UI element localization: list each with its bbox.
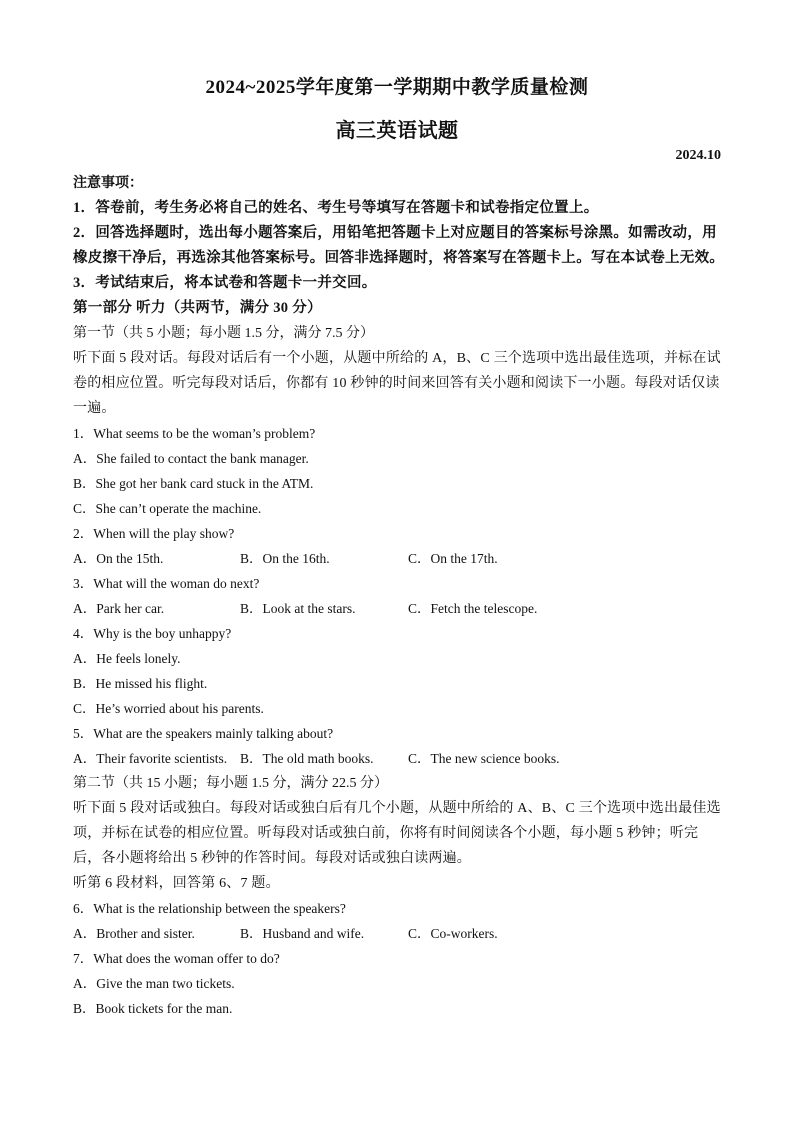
exam-date: 2024.10 — [675, 148, 721, 163]
notice-item-2: 2．回答选择题时，选出每小题答案后，用铅笔把答题卡上对应题目的答案标号涂黑。如需改动，用橡皮擦干净后，再选涂其他答案标号。回答非选择题时，将答案写在答题卡上。写在本试卷上无效。 — [73, 225, 725, 266]
exam-title: 2024~2025学年度第一学期期中教学质量检测 — [205, 77, 589, 98]
question-7: 7．What does the woman offer to do? — [73, 951, 280, 966]
question-3-option-a: A．Park her car. — [73, 601, 165, 616]
question-6-option-c: C．Co-workers. — [408, 926, 498, 941]
question-5-option-c: C．The new science books. — [408, 751, 560, 766]
question-5-option-b: B．The old math books. — [240, 751, 374, 766]
question-6: 6．What is the relationship between the speakers? — [73, 901, 346, 916]
section2-heading: 第二节（共 15 小题；每小题 1.5 分，满分 22.5 分） — [73, 776, 388, 791]
notice-heading: 注意事项： — [73, 176, 143, 191]
question-1-option-b: B．She got her bank card stuck in the ATM. — [73, 476, 314, 491]
question-2-option-b: B．On the 16th. — [240, 551, 330, 566]
exam-body — [73, 171, 725, 1021]
question-6-option-b: B．Husband and wife. — [240, 926, 365, 941]
section1-heading: 第一节（共 5 小题；每小题 1.5 分，满分 7.5 分） — [73, 326, 374, 341]
notice-item-3: 3．考试结束后，将本试卷和答题卡一并交回。 — [73, 275, 377, 291]
question-4-option-c: C．He’s worried about his parents. — [73, 701, 264, 716]
question-5-options — [73, 746, 725, 771]
question-2-option-a: A．On the 15th. — [73, 551, 164, 566]
question-3-option-c: C．Fetch the telescope. — [408, 601, 538, 616]
notice-item-1: 1．答卷前，考生务必将自己的姓名、考生号等填写在答题卡和试卷指定位置上。 — [73, 200, 599, 216]
question-3-option-b: B．Look at the stars. — [240, 601, 356, 616]
section1-instructions: 听下面 5 段对话。每段对话后有一个小题，从题中所给的 A，B、C 三个选项中选出最佳选项，并标在试卷的相应位置。听完每段对话后，你都有 10 秒钟的时间来回答有关小题和阅读下一小题。每段对话仅读一遍。 — [73, 351, 721, 416]
question-2-option-c: C．On the 17th. — [408, 551, 498, 566]
question-4-option-b: B．He missed his flight. — [73, 676, 208, 691]
question-4: 4．Why is the boy unhappy? — [73, 626, 232, 641]
exam-subtitle: 高三英语试题 — [335, 120, 459, 142]
question-2-options — [73, 546, 725, 571]
question-5: 5．What are the speakers mainly talking about? — [73, 726, 334, 741]
question-4-option-a: A．He feels lonely. — [73, 651, 181, 666]
question-2: 2．When will the play show? — [73, 526, 235, 541]
question-1: 1．What seems to be the woman’s problem? — [73, 426, 316, 441]
question-3-options — [73, 596, 725, 621]
question-6-option-a: A．Brother and sister. — [73, 926, 195, 941]
part1-heading: 第一部分 听力（共两节，满分 30 分） — [73, 300, 322, 316]
material-6-heading: 听第 6 段材料，回答第 6、7 题。 — [73, 876, 280, 891]
question-7-option-b: B．Book tickets for the man. — [73, 1001, 233, 1016]
question-1-option-a: A．She failed to contact the bank manager. — [73, 451, 309, 466]
question-5-option-a: A．Their favorite scientists. — [73, 751, 228, 766]
question-7-option-a: A．Give the man two tickets. — [73, 976, 235, 991]
question-1-option-c: C．She can’t operate the machine. — [73, 501, 262, 516]
question-6-options — [73, 921, 725, 946]
question-3: 3．What will the woman do next? — [73, 576, 260, 591]
section2-instructions: 听下面 5 段对话或独白。每段对话或独白后有几个小题，从题中所给的 A、B、C 三个选项中选出最佳选项，并标在试卷的相应位置。听每段对话或独白前，你将有时间阅读各个小题，每小题 5 秒钟；听完后，各小题将给出 5 秒钟的作答时间。每段对话或独白读两遍。 — [73, 801, 721, 866]
